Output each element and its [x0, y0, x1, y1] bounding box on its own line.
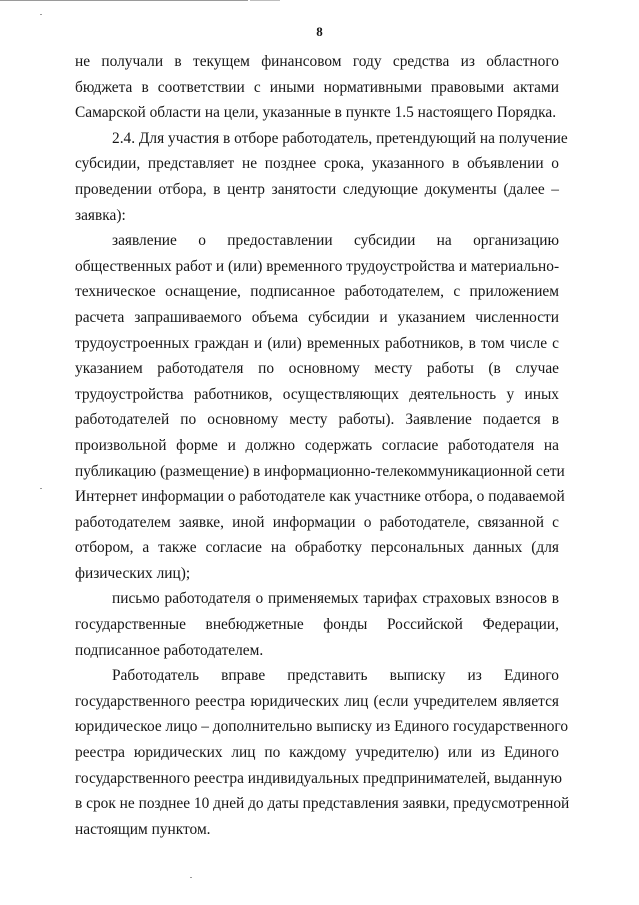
- text-line: указанием работодателя по основному месту работы (в случае: [75, 360, 559, 378]
- scan-speck: [40, 14, 42, 15]
- paragraph-p3: [75, 228, 565, 586]
- text-line: письмо работодателя о применяемых тарифах страховых взносов в: [112, 590, 559, 608]
- text-line: техническое оснащение, подписанное работодателем, с приложением: [75, 283, 559, 301]
- text-line: Работодатель вправе представить выписку из Единого: [112, 667, 559, 685]
- text-line: Интернет информации о работодателе как участнике отбора, о подаваемой: [75, 488, 565, 506]
- text-line: работодателей по основному месту работы). Заявление подается в: [75, 411, 559, 429]
- text-line: заявка):: [75, 206, 126, 224]
- text-line: заявление о предоставлении субсидии на организацию: [112, 232, 559, 250]
- text-line: трудоустройства работников, осуществляющих деятельность у иных: [75, 385, 559, 403]
- text-line: работодателем заявке, иной информации о работодателе, связанной с: [75, 513, 559, 531]
- text-line: общественных работ и (или) временного трудоустройства и материально-: [75, 257, 560, 275]
- text-line: не получали в текущем финансовом году средства из областного: [75, 53, 559, 70]
- text-line: физических лиц);: [75, 564, 191, 582]
- top-edge-line-fragment: [250, 0, 280, 1]
- text-line: публикацию (размещение) в информационно-телекоммуникационной сети: [75, 462, 565, 480]
- text-line: бюджета в соответствии с иными нормативными правовыми актами: [75, 78, 559, 96]
- text-line: реестра юридических лиц по каждому учредителю) или из Единого: [75, 744, 559, 762]
- text-line: Самарской области на цели, указанные в пункте 1.5 настоящего Порядка.: [75, 104, 557, 122]
- top-edge-line: [0, 0, 248, 1]
- paragraph-p1: [75, 49, 559, 126]
- text-line: юридическое лицо – дополнительно выписку из Единого государственного: [75, 718, 569, 736]
- text-line: государственного реестра индивидуальных предпринимателей, выданную: [75, 769, 562, 787]
- paragraph-p2: [75, 126, 568, 228]
- text-line: проведении отбора, в центр занятости следующие документы (далее –: [75, 180, 559, 198]
- text-line: расчета запрашиваемого объема субсидии и указанием численности: [75, 308, 559, 326]
- text-line: субсидии, представляет не позднее срока, указанного в объявлении о: [75, 155, 559, 173]
- text-line: трудоустроенных граждан и (или) временных работников, в том числе с: [75, 334, 559, 352]
- paragraph-p5: [75, 663, 570, 842]
- scan-speck: [190, 877, 192, 878]
- text-line: государственного реестра юридических лиц (если учредителем является: [75, 692, 559, 710]
- text-line: подписанное работодателем.: [75, 641, 264, 659]
- text-line: 2.4. Для участия в отборе работодатель, претендующий на получение: [112, 129, 568, 147]
- text-line: настоящим пунктом.: [75, 820, 211, 838]
- text-line: в срок не позднее 10 дней до даты представления заявки, предусмотренной: [75, 795, 570, 813]
- paragraph-p4: [75, 586, 559, 663]
- page-number: 8: [316, 24, 323, 39]
- document-body: [75, 49, 570, 842]
- text-line: произвольной форме и должно содержать согласие работодателя на: [75, 436, 559, 454]
- text-line: государственные внебюджетные фонды Российской Федерации,: [75, 616, 559, 634]
- text-line: отбором, а также согласие на обработку персональных данных (для: [75, 539, 559, 557]
- scan-speck: [40, 488, 42, 489]
